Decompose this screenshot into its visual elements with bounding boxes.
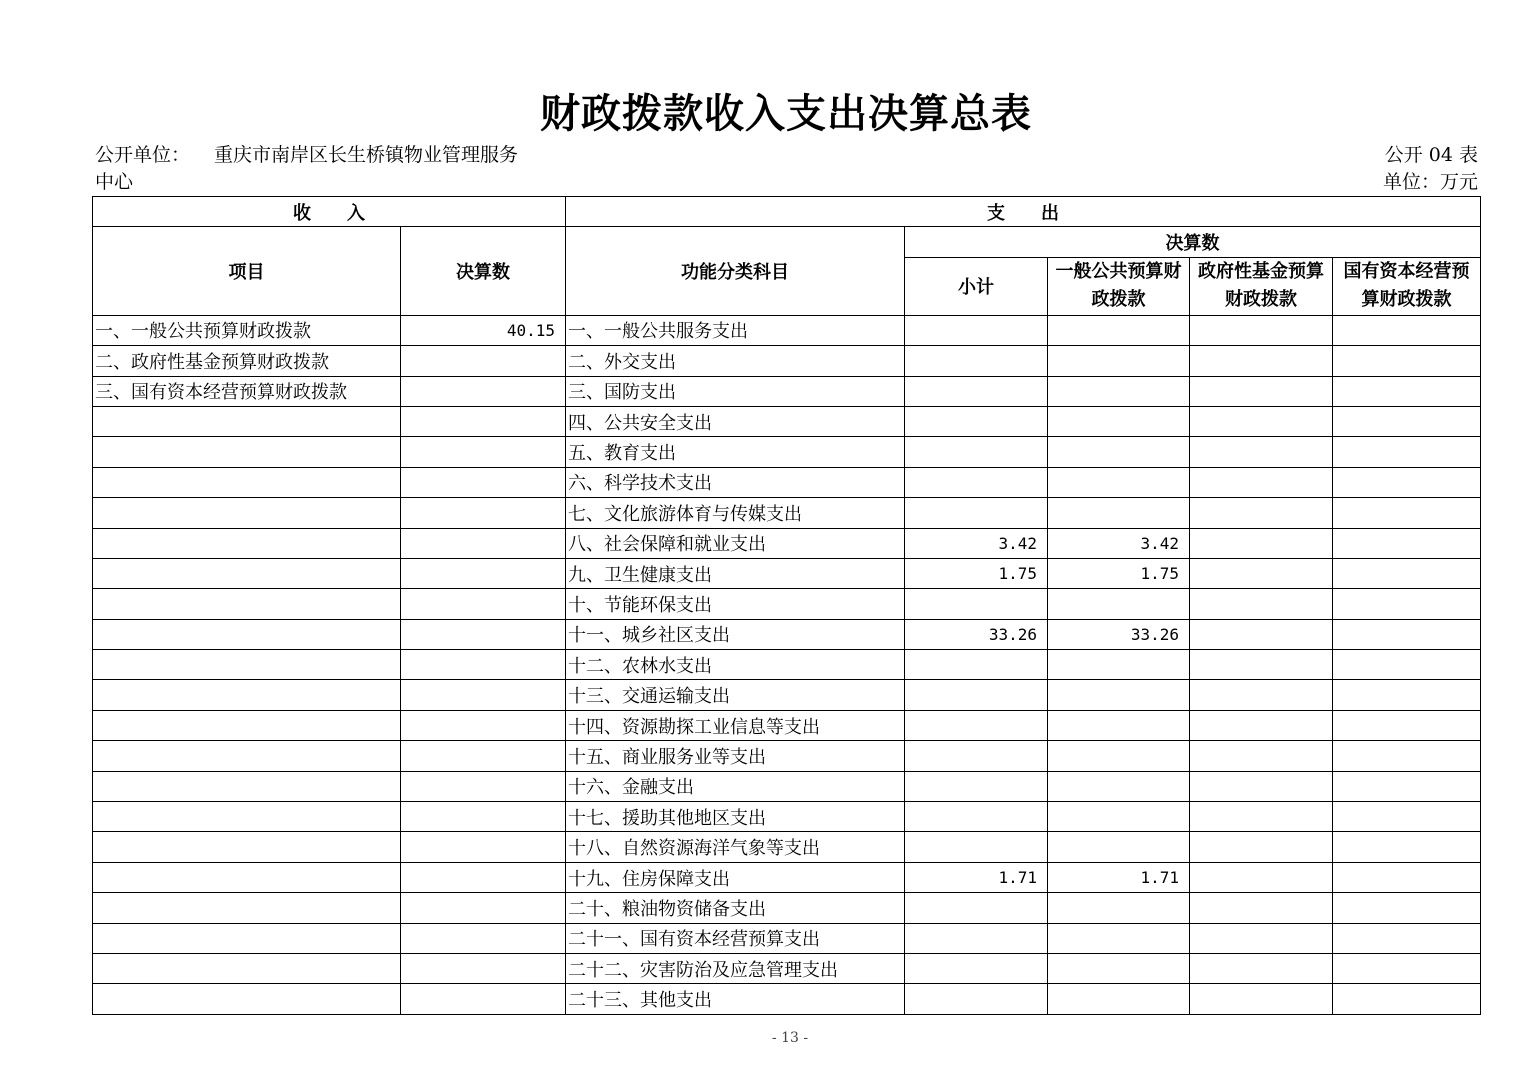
expense-gov-fund (1190, 802, 1333, 832)
expense-general-budget (1048, 953, 1190, 983)
expense-subtotal: 1.75 (905, 558, 1048, 588)
expense-gov-fund (1190, 315, 1333, 345)
expense-state-capital (1333, 376, 1481, 406)
expense-subtotal (905, 346, 1048, 376)
expense-category: 五、教育支出 (566, 437, 905, 467)
page-title: 财政拨款收入支出决算总表 (540, 90, 1032, 137)
expense-state-capital (1333, 953, 1481, 983)
table-row (93, 802, 1481, 832)
expense-category: 十四、资源勘探工业信息等支出 (566, 710, 905, 740)
table-row (93, 467, 1481, 497)
expense-state-capital (1333, 315, 1481, 345)
expense-state-capital (1333, 771, 1481, 801)
expense-state-capital (1333, 346, 1481, 376)
table-row (93, 437, 1481, 467)
income-amount (401, 406, 566, 436)
expense-subtotal: 3.42 (905, 528, 1048, 558)
income-amount (401, 741, 566, 771)
expense-state-capital (1333, 650, 1481, 680)
expense-gov-fund (1190, 771, 1333, 801)
expense-general-budget (1048, 741, 1190, 771)
expense-subtotal (905, 467, 1048, 497)
expense-state-capital (1333, 680, 1481, 710)
income-item (93, 862, 401, 892)
table-row (93, 710, 1481, 740)
subtotal-header: 小计 (905, 257, 1048, 315)
income-amount (401, 528, 566, 558)
expense-subtotal (905, 923, 1048, 953)
income-item (93, 832, 401, 862)
income-amount (401, 437, 566, 467)
expense-category: 一、一般公共服务支出 (566, 315, 905, 345)
expense-category: 三、国防支出 (566, 376, 905, 406)
income-amount (401, 376, 566, 406)
unit-name-line1: 重庆市南岸区长生桥镇物业管理服务 (214, 144, 519, 166)
general-budget-header: 一般公共预算财政拨款 (1048, 257, 1190, 315)
income-item (93, 437, 401, 467)
income-amount (401, 802, 566, 832)
function-category-header: 功能分类科目 (566, 227, 905, 315)
currency-unit: 单位：万元 (1382, 171, 1478, 193)
income-item (93, 619, 401, 649)
expense-category: 十五、商业服务业等支出 (566, 741, 905, 771)
expense-general-budget (1048, 498, 1190, 528)
expense-general-budget: 3.42 (1048, 528, 1190, 558)
income-amount (401, 832, 566, 862)
expense-subtotal (905, 680, 1048, 710)
expense-general-budget (1048, 346, 1190, 376)
expense-gov-fund (1190, 498, 1333, 528)
income-amount (401, 923, 566, 953)
expense-gov-fund (1190, 558, 1333, 588)
item-header: 项目 (93, 227, 401, 315)
expense-category: 六、科学技术支出 (566, 467, 905, 497)
expense-gov-fund (1190, 923, 1333, 953)
income-amount (401, 650, 566, 680)
income-amount (401, 984, 566, 1014)
expense-category: 七、文化旅游体育与传媒支出 (566, 498, 905, 528)
income-amount (401, 680, 566, 710)
income-item (93, 498, 401, 528)
expense-general-budget (1048, 467, 1190, 497)
table-row (93, 650, 1481, 680)
income-amount (401, 953, 566, 983)
income-amount (401, 589, 566, 619)
expense-category: 十八、自然资源海洋气象等支出 (566, 832, 905, 862)
expense-general-budget (1048, 771, 1190, 801)
expense-state-capital (1333, 832, 1481, 862)
expense-gov-fund (1190, 832, 1333, 862)
income-item (93, 771, 401, 801)
table-row (93, 741, 1481, 771)
expense-gov-fund (1190, 376, 1333, 406)
expense-gov-fund (1190, 346, 1333, 376)
expense-category: 十、节能环保支出 (566, 589, 905, 619)
table-row (93, 862, 1481, 892)
expense-general-budget (1048, 802, 1190, 832)
income-amount (401, 771, 566, 801)
expense-general-budget (1048, 589, 1190, 619)
expense-gov-fund (1190, 862, 1333, 892)
expense-category: 二十、粮油物资储备支出 (566, 893, 905, 923)
income-item (93, 680, 401, 710)
income-amount (401, 862, 566, 892)
expense-gov-fund (1190, 467, 1333, 497)
expense-state-capital (1333, 619, 1481, 649)
table-row (93, 680, 1481, 710)
page-number: - 13 - (771, 1030, 809, 1046)
expense-subtotal (905, 802, 1048, 832)
appropriation-summary-table (92, 196, 1481, 1015)
expense-gov-fund (1190, 953, 1333, 983)
expense-category: 十七、援助其他地区支出 (566, 802, 905, 832)
expense-general-budget (1048, 893, 1190, 923)
expense-subtotal (905, 498, 1048, 528)
expense-general-budget (1048, 923, 1190, 953)
expense-subtotal (905, 953, 1048, 983)
expense-state-capital (1333, 589, 1481, 619)
gov-fund-header: 政府性基金预算财政拨款 (1190, 257, 1333, 315)
expense-state-capital (1333, 923, 1481, 953)
expense-general-budget (1048, 832, 1190, 862)
expense-subtotal (905, 893, 1048, 923)
expense-state-capital (1333, 406, 1481, 436)
expense-category: 二十二、灾害防治及应急管理支出 (566, 953, 905, 983)
expense-subtotal: 1.71 (905, 862, 1048, 892)
income-amount (401, 893, 566, 923)
table-row (93, 406, 1481, 436)
final-amount-header: 决算数 (905, 227, 1481, 257)
expense-subtotal: 33.26 (905, 619, 1048, 649)
expense-gov-fund (1190, 589, 1333, 619)
income-item (93, 893, 401, 923)
expense-gov-fund (1190, 437, 1333, 467)
expense-state-capital (1333, 984, 1481, 1014)
expense-state-capital (1333, 467, 1481, 497)
income-amount (401, 710, 566, 740)
expense-gov-fund (1190, 710, 1333, 740)
table-row (93, 315, 1481, 345)
expense-subtotal (905, 984, 1048, 1014)
income-amount (401, 498, 566, 528)
table-row (93, 832, 1481, 862)
table-row (93, 984, 1481, 1014)
table-row (93, 498, 1481, 528)
table-row (93, 923, 1481, 953)
table-row (93, 619, 1481, 649)
table-row (93, 558, 1481, 588)
expense-gov-fund (1190, 741, 1333, 771)
expense-category: 四、公共安全支出 (566, 406, 905, 436)
table-row (93, 893, 1481, 923)
expense-general-budget (1048, 650, 1190, 680)
expense-state-capital (1333, 498, 1481, 528)
expense-subtotal (905, 437, 1048, 467)
income-item (93, 650, 401, 680)
income-header: 收 入 (93, 197, 566, 227)
income-amount (401, 467, 566, 497)
table-row (93, 589, 1481, 619)
expense-general-budget (1048, 437, 1190, 467)
expense-subtotal (905, 741, 1048, 771)
income-item (93, 741, 401, 771)
table-meta (1383, 142, 1478, 196)
income-item (93, 953, 401, 983)
table-row (93, 953, 1481, 983)
income-amount (401, 346, 566, 376)
expense-category: 十六、金融支出 (566, 771, 905, 801)
income-item (93, 984, 401, 1014)
unit-label: 公开单位： (95, 144, 191, 166)
expense-subtotal (905, 315, 1048, 345)
expense-general-budget (1048, 680, 1190, 710)
expense-subtotal (905, 710, 1048, 740)
income-item (93, 528, 401, 558)
expense-category: 二十一、国有资本经营预算支出 (566, 923, 905, 953)
expense-gov-fund (1190, 528, 1333, 558)
expense-subtotal (905, 376, 1048, 406)
amount-header: 决算数 (401, 227, 566, 315)
expense-state-capital (1333, 437, 1481, 467)
expense-gov-fund (1190, 984, 1333, 1014)
income-item (93, 710, 401, 740)
expense-subtotal (905, 406, 1048, 436)
expense-state-capital (1333, 528, 1481, 558)
unit-name-line2: 中心 (95, 171, 134, 193)
income-item (93, 406, 401, 436)
income-item (93, 467, 401, 497)
expense-general-budget (1048, 984, 1190, 1014)
income-item (93, 923, 401, 953)
table-row (93, 376, 1481, 406)
income-item (93, 558, 401, 588)
income-item (93, 802, 401, 832)
income-amount (401, 558, 566, 588)
income-item: 一、一般公共预算财政拨款 (93, 315, 401, 345)
income-item: 三、国有资本经营预算财政拨款 (93, 376, 401, 406)
expense-state-capital (1333, 893, 1481, 923)
expense-category: 二、外交支出 (566, 346, 905, 376)
expense-subtotal (905, 589, 1048, 619)
state-capital-header: 国有资本经营预算财政拨款 (1333, 257, 1481, 315)
table-code: 公开 04 表 (1384, 144, 1478, 166)
expense-gov-fund (1190, 619, 1333, 649)
expense-subtotal (905, 650, 1048, 680)
expense-category: 八、社会保障和就业支出 (566, 528, 905, 558)
expense-subtotal (905, 832, 1048, 862)
expense-general-budget (1048, 710, 1190, 740)
income-item: 二、政府性基金预算财政拨款 (93, 346, 401, 376)
publishing-unit (95, 142, 575, 196)
table-row (93, 528, 1481, 558)
expense-state-capital (1333, 741, 1481, 771)
expense-category: 十九、住房保障支出 (566, 862, 905, 892)
expense-gov-fund (1190, 406, 1333, 436)
expense-state-capital (1333, 862, 1481, 892)
table-row (93, 771, 1481, 801)
expense-general-budget: 1.71 (1048, 862, 1190, 892)
expense-general-budget (1048, 406, 1190, 436)
expense-gov-fund (1190, 650, 1333, 680)
expense-category: 十三、交通运输支出 (566, 680, 905, 710)
expense-gov-fund (1190, 893, 1333, 923)
expense-category: 九、卫生健康支出 (566, 558, 905, 588)
expense-category: 十二、农林水支出 (566, 650, 905, 680)
income-amount (401, 619, 566, 649)
expense-general-budget: 33.26 (1048, 619, 1190, 649)
income-amount: 40.15 (401, 315, 566, 345)
expense-state-capital (1333, 558, 1481, 588)
expense-general-budget (1048, 376, 1190, 406)
expense-gov-fund (1190, 680, 1333, 710)
expense-header: 支 出 (566, 197, 1481, 227)
expense-general-budget: 1.75 (1048, 558, 1190, 588)
expense-subtotal (905, 771, 1048, 801)
expense-state-capital (1333, 710, 1481, 740)
income-item (93, 589, 401, 619)
expense-category: 十一、城乡社区支出 (566, 619, 905, 649)
expense-general-budget (1048, 315, 1190, 345)
expense-category: 二十三、其他支出 (566, 984, 905, 1014)
expense-state-capital (1333, 802, 1481, 832)
table-row (93, 346, 1481, 376)
